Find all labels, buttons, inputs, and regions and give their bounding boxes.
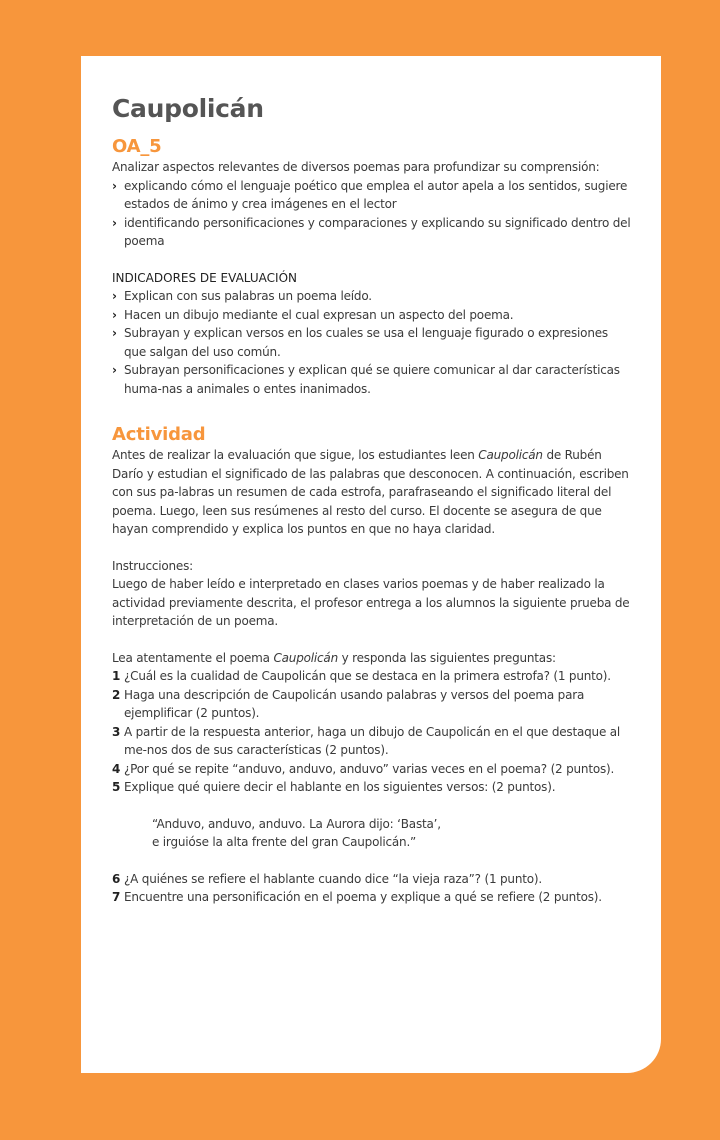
question-number: 6 (112, 871, 121, 886)
quote-line: e irguióse la alta frente del gran Caupolicán.” (152, 835, 417, 849)
poem-quote (112, 815, 632, 852)
question-text: ¿A quiénes se refiere el hablante cuando dice “la vieja raza”? (1 punto). (124, 871, 542, 886)
instrucciones-label: Instrucciones: (112, 558, 193, 573)
question-item (112, 760, 632, 779)
questions-list (112, 667, 632, 797)
oa-list (112, 177, 632, 251)
questions-lead (112, 649, 632, 668)
indicadores-heading: INDICADORES DE EVALUACIÓN (112, 270, 297, 285)
poem-title-italic: Caupolicán (273, 650, 338, 665)
question-number: 7 (112, 890, 121, 904)
indicador-item: › Subrayan personificaciones y explican qué se quiere comunicar al dar características huma-nas a animales o entes inanimados. (112, 361, 632, 398)
lead-text: Lea atentamente el poema (112, 650, 274, 665)
question-item (112, 667, 632, 686)
question-item (112, 870, 632, 889)
question-number: 2 (112, 687, 121, 702)
actividad-heading: Actividad (112, 424, 206, 445)
oa-item: › explicando cómo el lenguaje poético que emplea el autor apela a los sentidos, sugiere estados de ánimo y crea imágenes en el lector (112, 177, 632, 214)
question-item (112, 888, 632, 907)
actividad-text: de Rubén Darío y estudian el significado de las palabras que desconocen. A continuación, escriben con sus pa-labras un resumen de cada estrofa, parafraseando el significado literal del poema. Luego, leen sus resúmenes al resto del curso. El docente se asegura de que hayan comprendido y explica los puntos en que no haya claridad. (112, 448, 629, 536)
quote-line: “Anduvo, anduvo, anduvo. La Aurora dijo: ‘Basta’, (152, 816, 441, 831)
instrucciones-text: Luego de haber leído e interpretado en clases varios poemas y de haber realizado la actividad previamente descrita, el profesor entrega a los alumnos la siguiente prueba de interpretación de un poema. (112, 577, 630, 628)
oa-item: › identificando personificaciones y comparaciones y explicando su significado dentro del poema (112, 214, 632, 251)
oa-intro: Analizar aspectos relevantes de diversos poemas para profundizar su comprensión: (112, 160, 600, 174)
question-text: Haga una descripción de Caupolicán usando palabras y versos del poema para ejemplificar (2 puntos). (124, 687, 585, 720)
page-content (112, 94, 632, 907)
indicador-item: › Hacen un dibujo mediante el cual expresan un aspecto del poema. (112, 306, 632, 325)
indicador-item: › Explican con sus palabras un poema leído. (112, 287, 632, 306)
actividad-paragraph (112, 446, 632, 539)
question-number: 4 (112, 761, 121, 776)
question-item (112, 778, 632, 797)
question-number: 1 (112, 669, 121, 683)
indicador-item: › Subrayan y explican versos en los cuales se usa el lenguaje figurado o expresiones que salgan del uso común. (112, 324, 632, 361)
actividad-text: Antes de realizar la evaluación que sigue, los estudiantes leen (112, 448, 479, 462)
page-sheet (81, 56, 661, 1073)
question-text: Explique qué quiere decir el hablante en los siguientes versos: (2 puntos). (124, 780, 556, 794)
question-text: A partir de la respuesta anterior, haga un dibujo de Caupolicán en el que destaque al me-nos dos de sus características (2 puntos). (124, 724, 621, 757)
question-text: Encuentre una personificación en el poema y explique a qué se refiere (2 puntos). (124, 890, 602, 904)
page-title: Caupolicán (112, 94, 264, 123)
questions-list-continued (112, 870, 632, 907)
lead-text: y responda las siguientes preguntas: (337, 650, 556, 665)
poem-title-italic: Caupolicán (478, 448, 543, 462)
question-text: ¿Cuál es la cualidad de Caupolicán que se destaca en la primera estrofa? (1 punto). (124, 669, 611, 683)
question-text: ¿Por qué se repite “anduvo, anduvo, anduvo” varias veces en el poema? (2 puntos). (124, 761, 615, 776)
question-number: 3 (112, 724, 121, 739)
question-item (112, 723, 632, 760)
indicadores-list (112, 287, 632, 398)
question-item (112, 686, 632, 723)
oa-heading: OA_5 (112, 136, 162, 157)
question-number: 5 (112, 780, 121, 794)
